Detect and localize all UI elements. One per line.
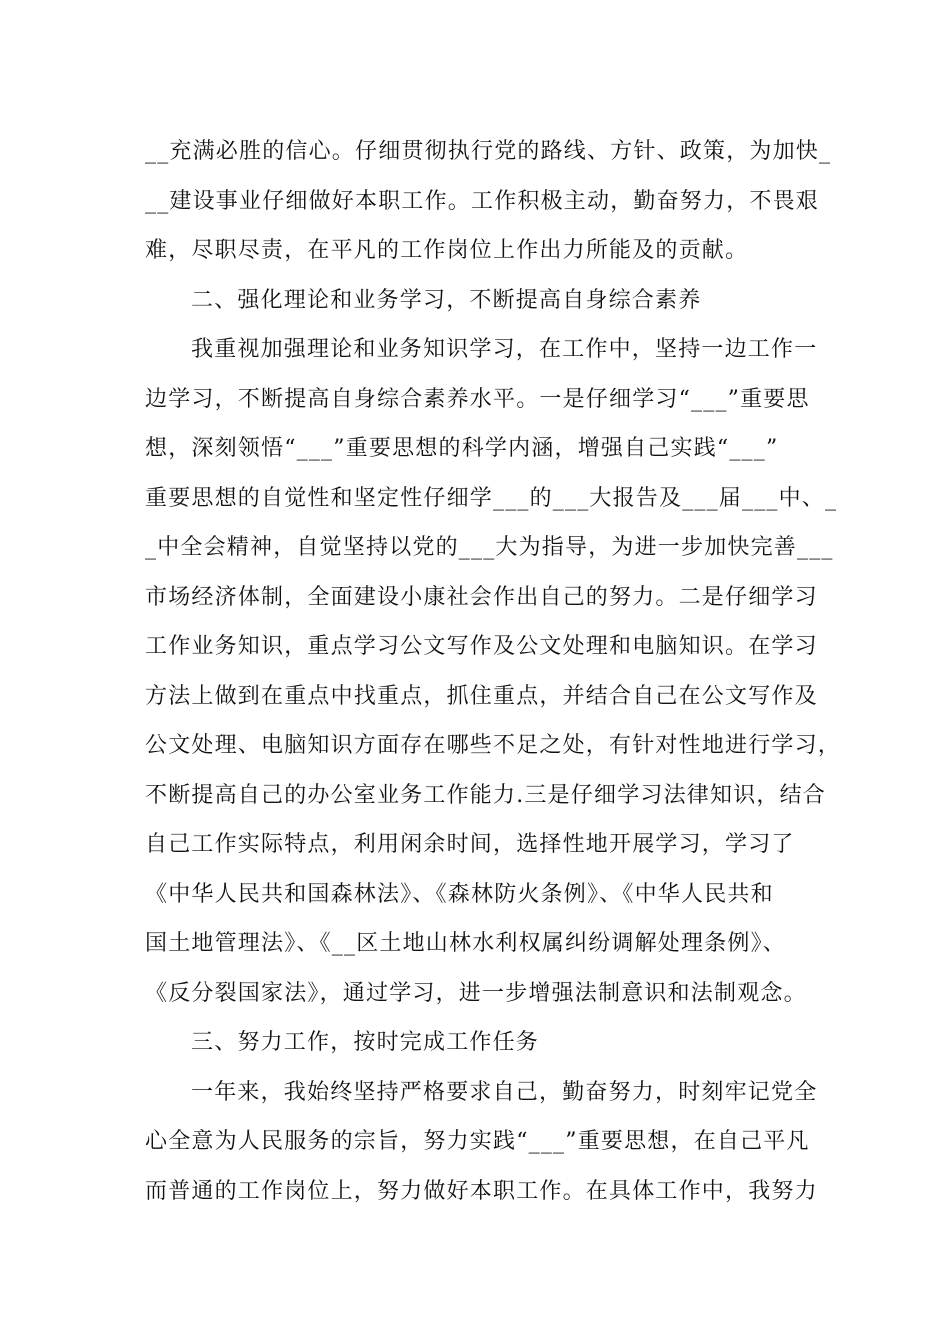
body-line: 方法上做到在重点中找重点，抓住重点，并结合自己在公文写作及 (145, 683, 818, 709)
body-line: 国土地管理法》、《__区土地山林水利权属纠纷调解处理条例》、 (145, 931, 787, 956)
body-line: 工作业务知识，重点学习公文写作及公文处理和电脑知识。在学习 (145, 634, 818, 659)
body-line: 《中华人民共和国森林法》、《森林防火条例》、《中华人民共和 (145, 881, 774, 907)
body-line: 想，深刻领悟“___”重要思想的科学内涵，增强自己实践“___” (145, 436, 779, 461)
body-line: 一年来，我始终坚持严格要求自己，勤奋努力，时刻牢记党全 (191, 1079, 818, 1105)
body-line: 难，尽职尽责，在平凡的工作岗位上作出力所能及的贡献。 (145, 238, 749, 263)
section-heading: 二、强化理论和业务学习，不断提高自身综合素养 (191, 287, 702, 313)
body-line: 市场经济体制，全面建设小康社会作出自己的努力。二是仔细学习 (145, 584, 818, 610)
body-line: 不断提高自己的办公室业务工作能力.三是仔细学习法律知识，结合 (145, 782, 826, 808)
body-line: 而普通的工作岗位上，努力做好本职工作。在具体工作中，我努力 (145, 1178, 818, 1204)
body-line: 公文处理、电脑知识方面存在哪些不足之处，有针对性地进行学习， (145, 733, 842, 758)
document-body (145, 127, 842, 1216)
body-line: 重要思想的自觉性和坚定性仔细学___的___大报告及___届___中、_ (145, 485, 838, 511)
body-line: __建设事业仔细做好本职工作。工作积极主动，勤奋努力，不畏艰 (145, 188, 820, 214)
body-line: _中全会精神，自觉坚持以党的___大为指导，为进一步加快完善___ (145, 535, 834, 560)
body-line: 自己工作实际特点，利用闲余时间，选择性地开展学习，学习了 (145, 832, 795, 857)
section-heading: 三、努力工作，按时完成工作任务 (191, 1030, 540, 1055)
body-line: 边学习，不断提高自身综合素养水平。一是仔细学习“___”重要思 (145, 386, 810, 412)
body-line: 《反分裂国家法》，通过学习，进一步增强法制意识和法制观念。 (145, 980, 807, 1006)
body-line: 我重视加强理论和业务知识学习，在工作中，坚持一边工作一 (191, 337, 818, 362)
body-line: __充满必胜的信心。仔细贯彻执行党的路线、方针、政策，为加快_ (145, 139, 832, 164)
body-line: 心全意为人民服务的宗旨，努力实践“___”重要思想，在自己平凡 (145, 1129, 810, 1154)
